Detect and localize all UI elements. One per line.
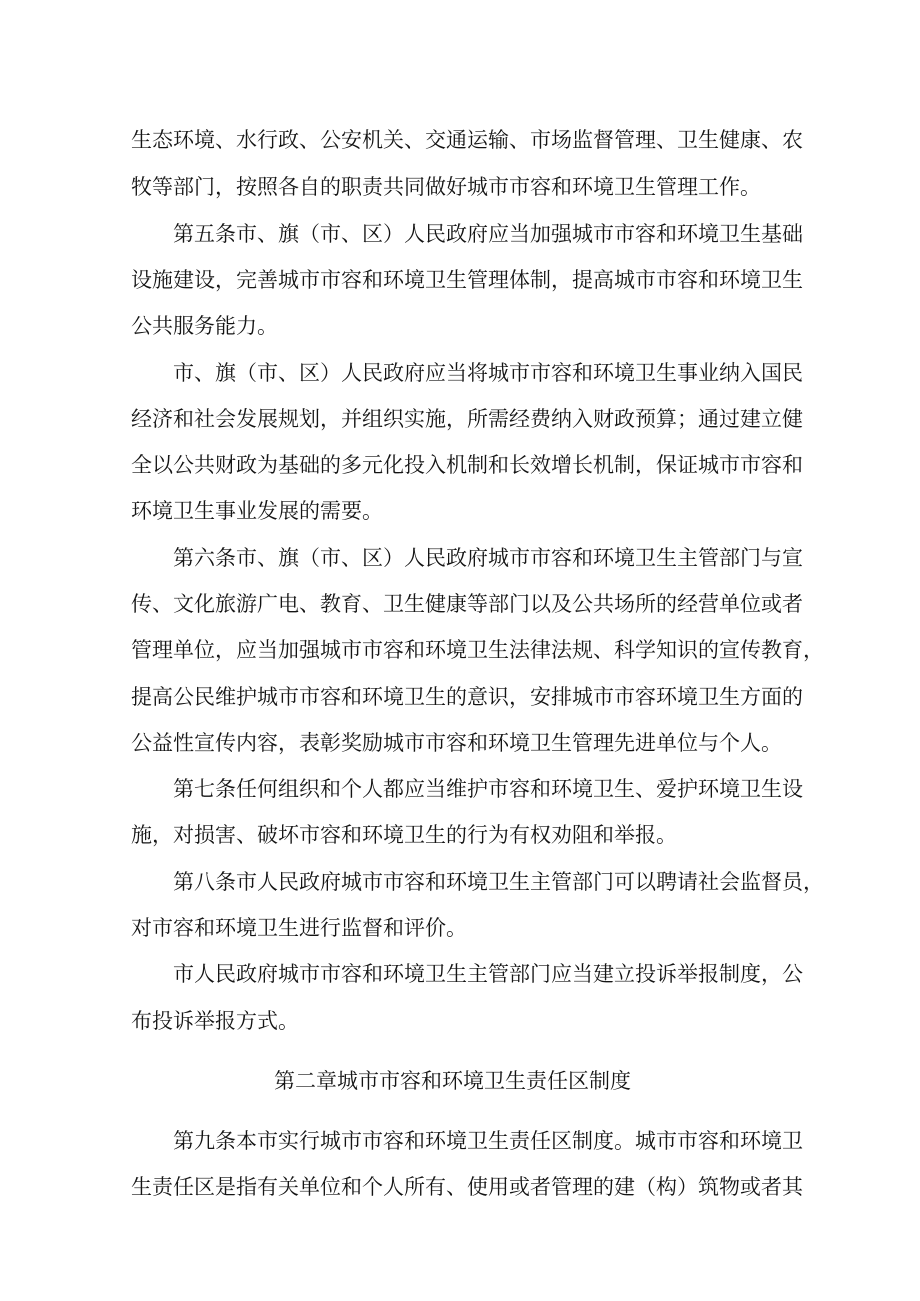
paragraph-line: 全以公共财政为基础的多元化投入机制和长效增长机制，保证城市市容和 (131, 453, 803, 477)
paragraph-line: 第五条市、旗（市、区）人民政府应当加强城市市容和环境卫生基础 (173, 222, 803, 246)
paragraph-line: 环境卫生事业发展的需要。 (131, 499, 383, 523)
paragraph-line: 市、旗（市、区）人民政府应当将城市市容和环境卫生事业纳入国民 (173, 361, 803, 385)
paragraph-line: 第九条本市实行城市市容和环境卫生责任区制度。城市市容和环境卫 (173, 1129, 803, 1153)
paragraph-line: 第七条任何组织和个人都应当维护市容和环境卫生、爱护环境卫生设 (173, 777, 803, 801)
paragraph-line: 布投诉举报方式。 (131, 1009, 299, 1033)
paragraph-line: 对市容和环境卫生进行监督和评价。 (131, 916, 467, 940)
chapter-heading: 第二章城市市容和环境卫生责任区制度 (274, 1069, 631, 1093)
paragraph-line: 管理单位，应当加强城市市容和环境卫生法律法规、科学知识的宣传教育， (131, 638, 824, 662)
paragraph-line: 施，对损害、破坏市容和环境卫生的行为有权劝阻和举报。 (131, 823, 677, 847)
paragraph-line: 提高公民维护城市市容和环境卫生的意识，安排城市市容环境卫生方面的 (131, 685, 803, 709)
paragraph-line: 第六条市、旗（市、区）人民政府城市市容和环境卫生主管部门与宣 (173, 546, 803, 570)
paragraph-line: 生责任区是指有关单位和个人所有、使用或者管理的建（构）筑物或者其 (131, 1175, 803, 1199)
paragraph-line: 生态环境、水行政、公安机关、交通运输、市场监督管理、卫生健康、农 (131, 128, 803, 152)
paragraph-line: 公共服务能力。 (131, 314, 278, 338)
paragraph-line: 牧等部门，按照各自的职责共同做好城市市容和环境卫生管理工作。 (131, 175, 761, 199)
paragraph-line: 公益性宣传内容，表彰奖励城市市容和环境卫生管理先进单位与个人。 (131, 731, 782, 755)
paragraph-line: 设施建设，完善城市市容和环境卫生管理体制，提高城市市容和环境卫生 (131, 268, 803, 292)
paragraph-line: 市人民政府城市市容和环境卫生主管部门应当建立投诉举报制度，公 (173, 962, 803, 986)
paragraph-line: 传、文化旅游广电、教育、卫生健康等部门以及公共场所的经营单位或者 (131, 592, 803, 616)
paragraph-line: 第八条市人民政府城市市容和环境卫生主管部门可以聘请社会监督员， (173, 870, 824, 894)
paragraph-line: 经济和社会发展规划，并组织实施，所需经费纳入财政预算；通过建立健 (131, 407, 803, 431)
